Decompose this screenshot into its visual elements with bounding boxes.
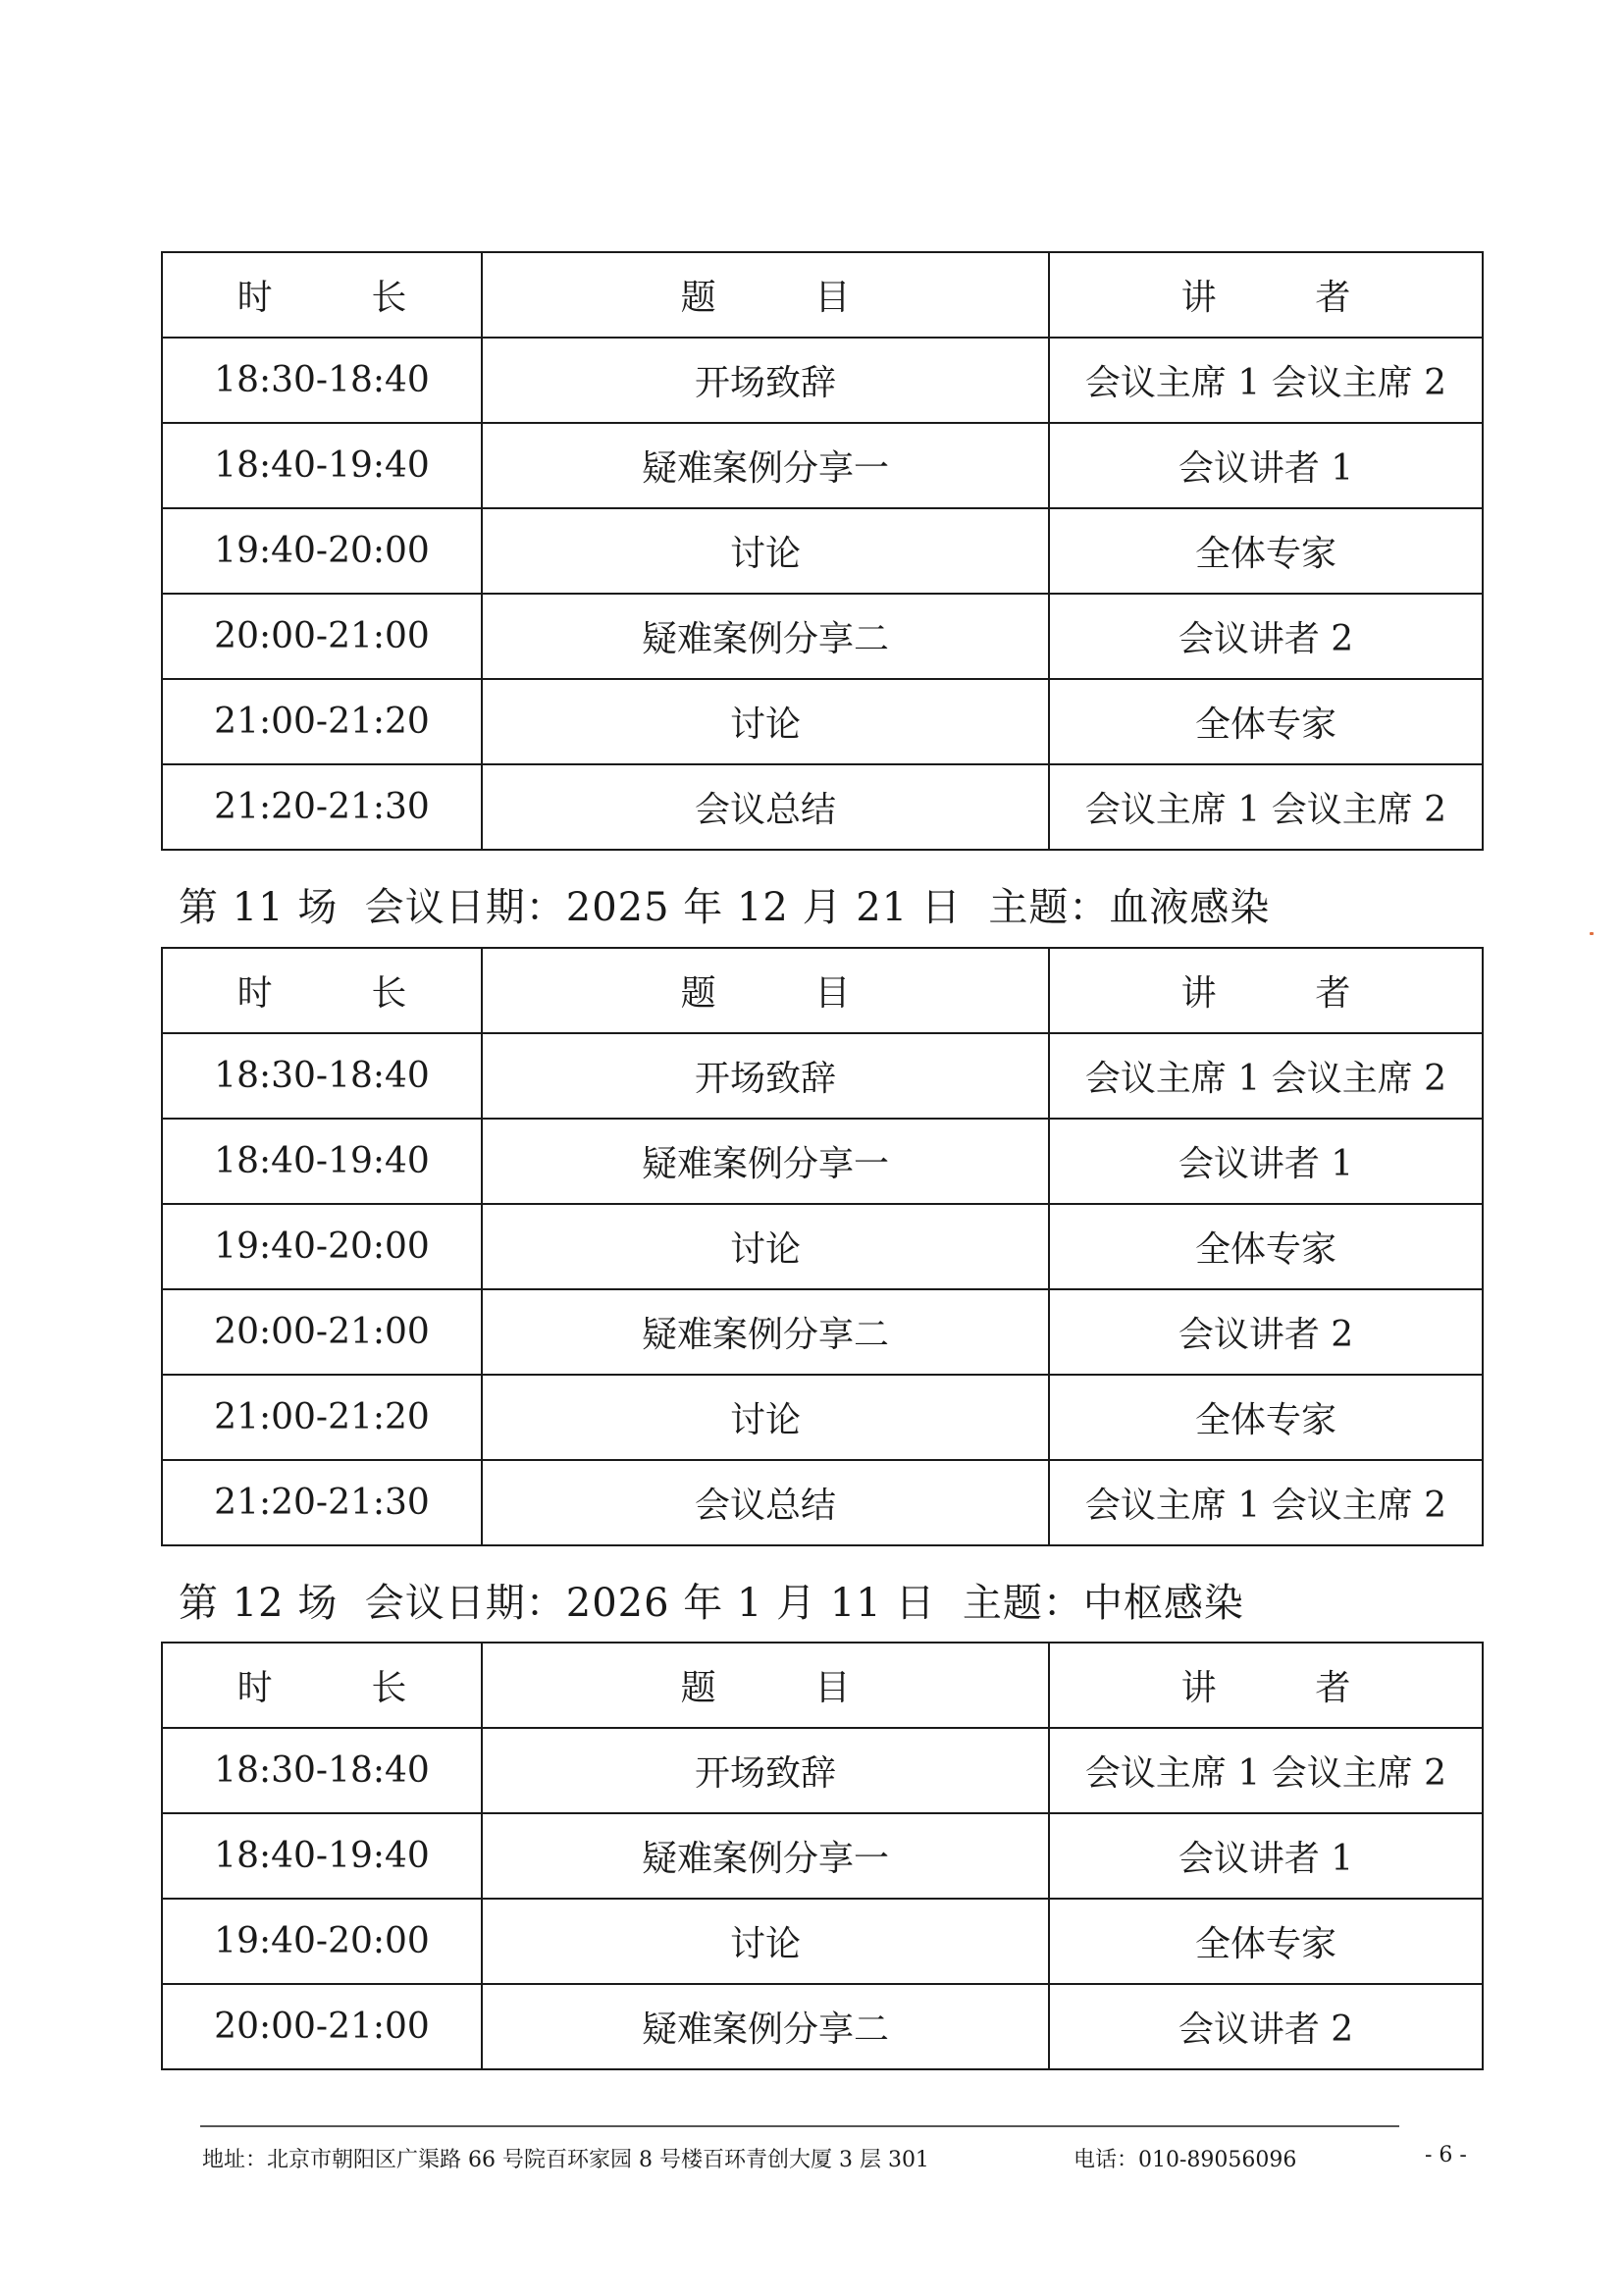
cell-time: 20:00-21:00: [162, 1289, 482, 1375]
schedule-table-1: [161, 251, 1484, 851]
page-number: - 6 -: [1425, 2143, 1467, 2167]
cell-speaker: 会议主席 1 会议主席 2: [1049, 1728, 1483, 1813]
cell-topic: 疑难案例分享一: [482, 423, 1049, 508]
cell-speaker: 会议讲者 2: [1049, 1289, 1483, 1375]
cell-topic: 会议总结: [482, 764, 1049, 850]
cell-topic: 疑难案例分享一: [482, 1813, 1049, 1899]
table-row: [162, 679, 1483, 764]
header-duration: 时 长: [162, 252, 482, 338]
cell-speaker: 全体专家: [1049, 1375, 1483, 1460]
cell-time: 20:00-21:00: [162, 1984, 482, 2069]
cell-time: 18:30-18:40: [162, 1728, 482, 1813]
table-row: [162, 1813, 1483, 1899]
table-row: [162, 423, 1483, 508]
cell-topic: 讨论: [482, 1899, 1049, 1984]
cell-time: 18:40-19:40: [162, 423, 482, 508]
cell-topic: 会议总结: [482, 1460, 1049, 1545]
cell-topic: 开场致辞: [482, 1033, 1049, 1119]
cell-topic: 讨论: [482, 1375, 1049, 1460]
cell-speaker: 会议主席 1 会议主席 2: [1049, 338, 1483, 423]
cell-speaker: 会议主席 1 会议主席 2: [1049, 764, 1483, 850]
footer-divider: [200, 2125, 1399, 2127]
table-row: [162, 1204, 1483, 1289]
cell-topic: 讨论: [482, 1204, 1049, 1289]
cell-speaker: 会议讲者 1: [1049, 1813, 1483, 1899]
cell-time: 18:30-18:40: [162, 1033, 482, 1119]
cell-topic: 讨论: [482, 508, 1049, 594]
table-row: [162, 338, 1483, 423]
table-header-row: [162, 1643, 1483, 1728]
header-topic: 题 目: [482, 252, 1049, 338]
table-row: [162, 1728, 1483, 1813]
cell-topic: 开场致辞: [482, 1728, 1049, 1813]
cell-speaker: 全体专家: [1049, 679, 1483, 764]
footer-address: 地址：北京市朝阳区广渠路 66 号院百环家园 8 号楼百环青创大厦 3 层 301: [202, 2148, 929, 2172]
table-row: [162, 508, 1483, 594]
header-duration: 时 长: [162, 948, 482, 1033]
table-row: [162, 1460, 1483, 1545]
cell-time: 18:40-19:40: [162, 1119, 482, 1204]
table-row: [162, 764, 1483, 850]
cell-time: 18:40-19:40: [162, 1813, 482, 1899]
table-row: [162, 1289, 1483, 1375]
session-11-title: 第 11 场 会议日期：2025 年 12 月 21 日 主题：血液感染: [179, 885, 1271, 930]
cell-time: 21:20-21:30: [162, 1460, 482, 1545]
header-speaker: 讲 者: [1049, 948, 1483, 1033]
cell-speaker: 全体专家: [1049, 1204, 1483, 1289]
header-speaker: 讲 者: [1049, 1643, 1483, 1728]
cell-speaker: 会议主席 1 会议主席 2: [1049, 1033, 1483, 1119]
table-header-row: [162, 948, 1483, 1033]
cell-topic: 疑难案例分享二: [482, 1289, 1049, 1375]
cell-speaker: 全体专家: [1049, 1899, 1483, 1984]
cell-time: 21:20-21:30: [162, 764, 482, 850]
cell-topic: 疑难案例分享二: [482, 1984, 1049, 2069]
cell-topic: 讨论: [482, 679, 1049, 764]
cell-time: 20:00-21:00: [162, 594, 482, 679]
header-duration: 时 长: [162, 1643, 482, 1728]
header-speaker: 讲 者: [1049, 252, 1483, 338]
cell-speaker: 会议讲者 1: [1049, 1119, 1483, 1204]
cell-time: 21:00-21:20: [162, 679, 482, 764]
table-row: [162, 1119, 1483, 1204]
cell-time: 18:30-18:40: [162, 338, 482, 423]
cell-time: 19:40-20:00: [162, 1204, 482, 1289]
scan-speck: [1590, 932, 1594, 935]
cell-time: 19:40-20:00: [162, 1899, 482, 1984]
header-topic: 题 目: [482, 948, 1049, 1033]
table-row: [162, 1375, 1483, 1460]
footer-phone: 电话：010-89056096: [1073, 2148, 1297, 2172]
table-row: [162, 594, 1483, 679]
cell-topic: 疑难案例分享一: [482, 1119, 1049, 1204]
table-row: [162, 1899, 1483, 1984]
schedule-table-session-12: [161, 1642, 1484, 2070]
cell-topic: 开场致辞: [482, 338, 1049, 423]
header-topic: 题 目: [482, 1643, 1049, 1728]
cell-speaker: 会议讲者 2: [1049, 594, 1483, 679]
cell-time: 19:40-20:00: [162, 508, 482, 594]
table-row: [162, 1984, 1483, 2069]
cell-topic: 疑难案例分享二: [482, 594, 1049, 679]
table-header-row: [162, 252, 1483, 338]
table-row: [162, 1033, 1483, 1119]
schedule-table-session-11: [161, 947, 1484, 1546]
cell-speaker: 会议主席 1 会议主席 2: [1049, 1460, 1483, 1545]
session-12-title: 第 12 场 会议日期：2026 年 1 月 11 日 主题：中枢感染: [179, 1581, 1244, 1626]
cell-time: 21:00-21:20: [162, 1375, 482, 1460]
cell-speaker: 会议讲者 1: [1049, 423, 1483, 508]
cell-speaker: 会议讲者 2: [1049, 1984, 1483, 2069]
cell-speaker: 全体专家: [1049, 508, 1483, 594]
